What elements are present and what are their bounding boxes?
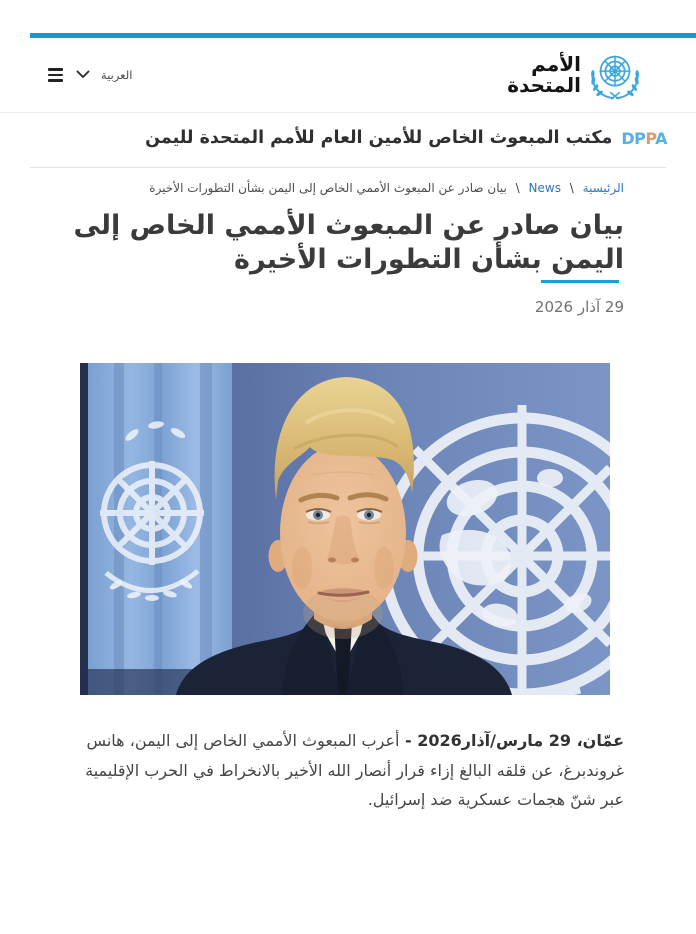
page-title: بيان صادر عن المبعوث الأممي الخاص إلى اليمن بشأن التطورات الأخيرة [73,210,624,275]
chevron-down-icon[interactable] [76,70,90,79]
header-divider [30,167,666,168]
article-photo [80,363,610,695]
un-emblem-icon [588,48,642,102]
language-selector-label[interactable]: العربية [101,67,133,82]
header-controls [46,66,132,83]
breadcrumb-separator: \ [515,181,520,195]
un-wordmark: الأمم المتحدة [507,52,581,97]
article-body-rest: أعرب المبعوث الأممي الخاص إلى اليمن، هانس غروندبرغ، عن قلقه البالغ إزاء قرار أنصار الله الأخير بالانخراط في الحرب الإقليمية عبر شنّ هجمات عسكرية ضد إسرائيل. [85,731,624,809]
breadcrumb-home-link[interactable]: الرئيسية [582,181,624,195]
breadcrumb-separator: \ [569,181,574,195]
un-home-logo[interactable] [507,48,642,102]
article-photo-figure [80,363,610,695]
title-accent-underline [541,280,619,283]
breadcrumb-current: بيان صادر عن المبعوث الأممي الخاص إلى اليمن بشأن التطورات الأخيرة [149,181,507,195]
dppa-logo[interactable]: DPPA [621,128,667,148]
office-title: مكتب المبعوث الخاص للأمين العام للأمم المتحدة لليمن [145,128,613,148]
breadcrumb-news-link[interactable]: News [528,181,561,195]
article-body [66,726,624,815]
article-body-lead: عمّان، 29 مارس/آذار2026 - [399,731,624,750]
office-header [0,113,696,167]
hamburger-menu-icon[interactable] [46,66,65,83]
site-header [0,38,696,113]
breadcrumb [66,181,624,195]
main-content [66,181,624,815]
un-flag [80,363,232,695]
article-date: 29 آذار 2026 [534,298,624,316]
